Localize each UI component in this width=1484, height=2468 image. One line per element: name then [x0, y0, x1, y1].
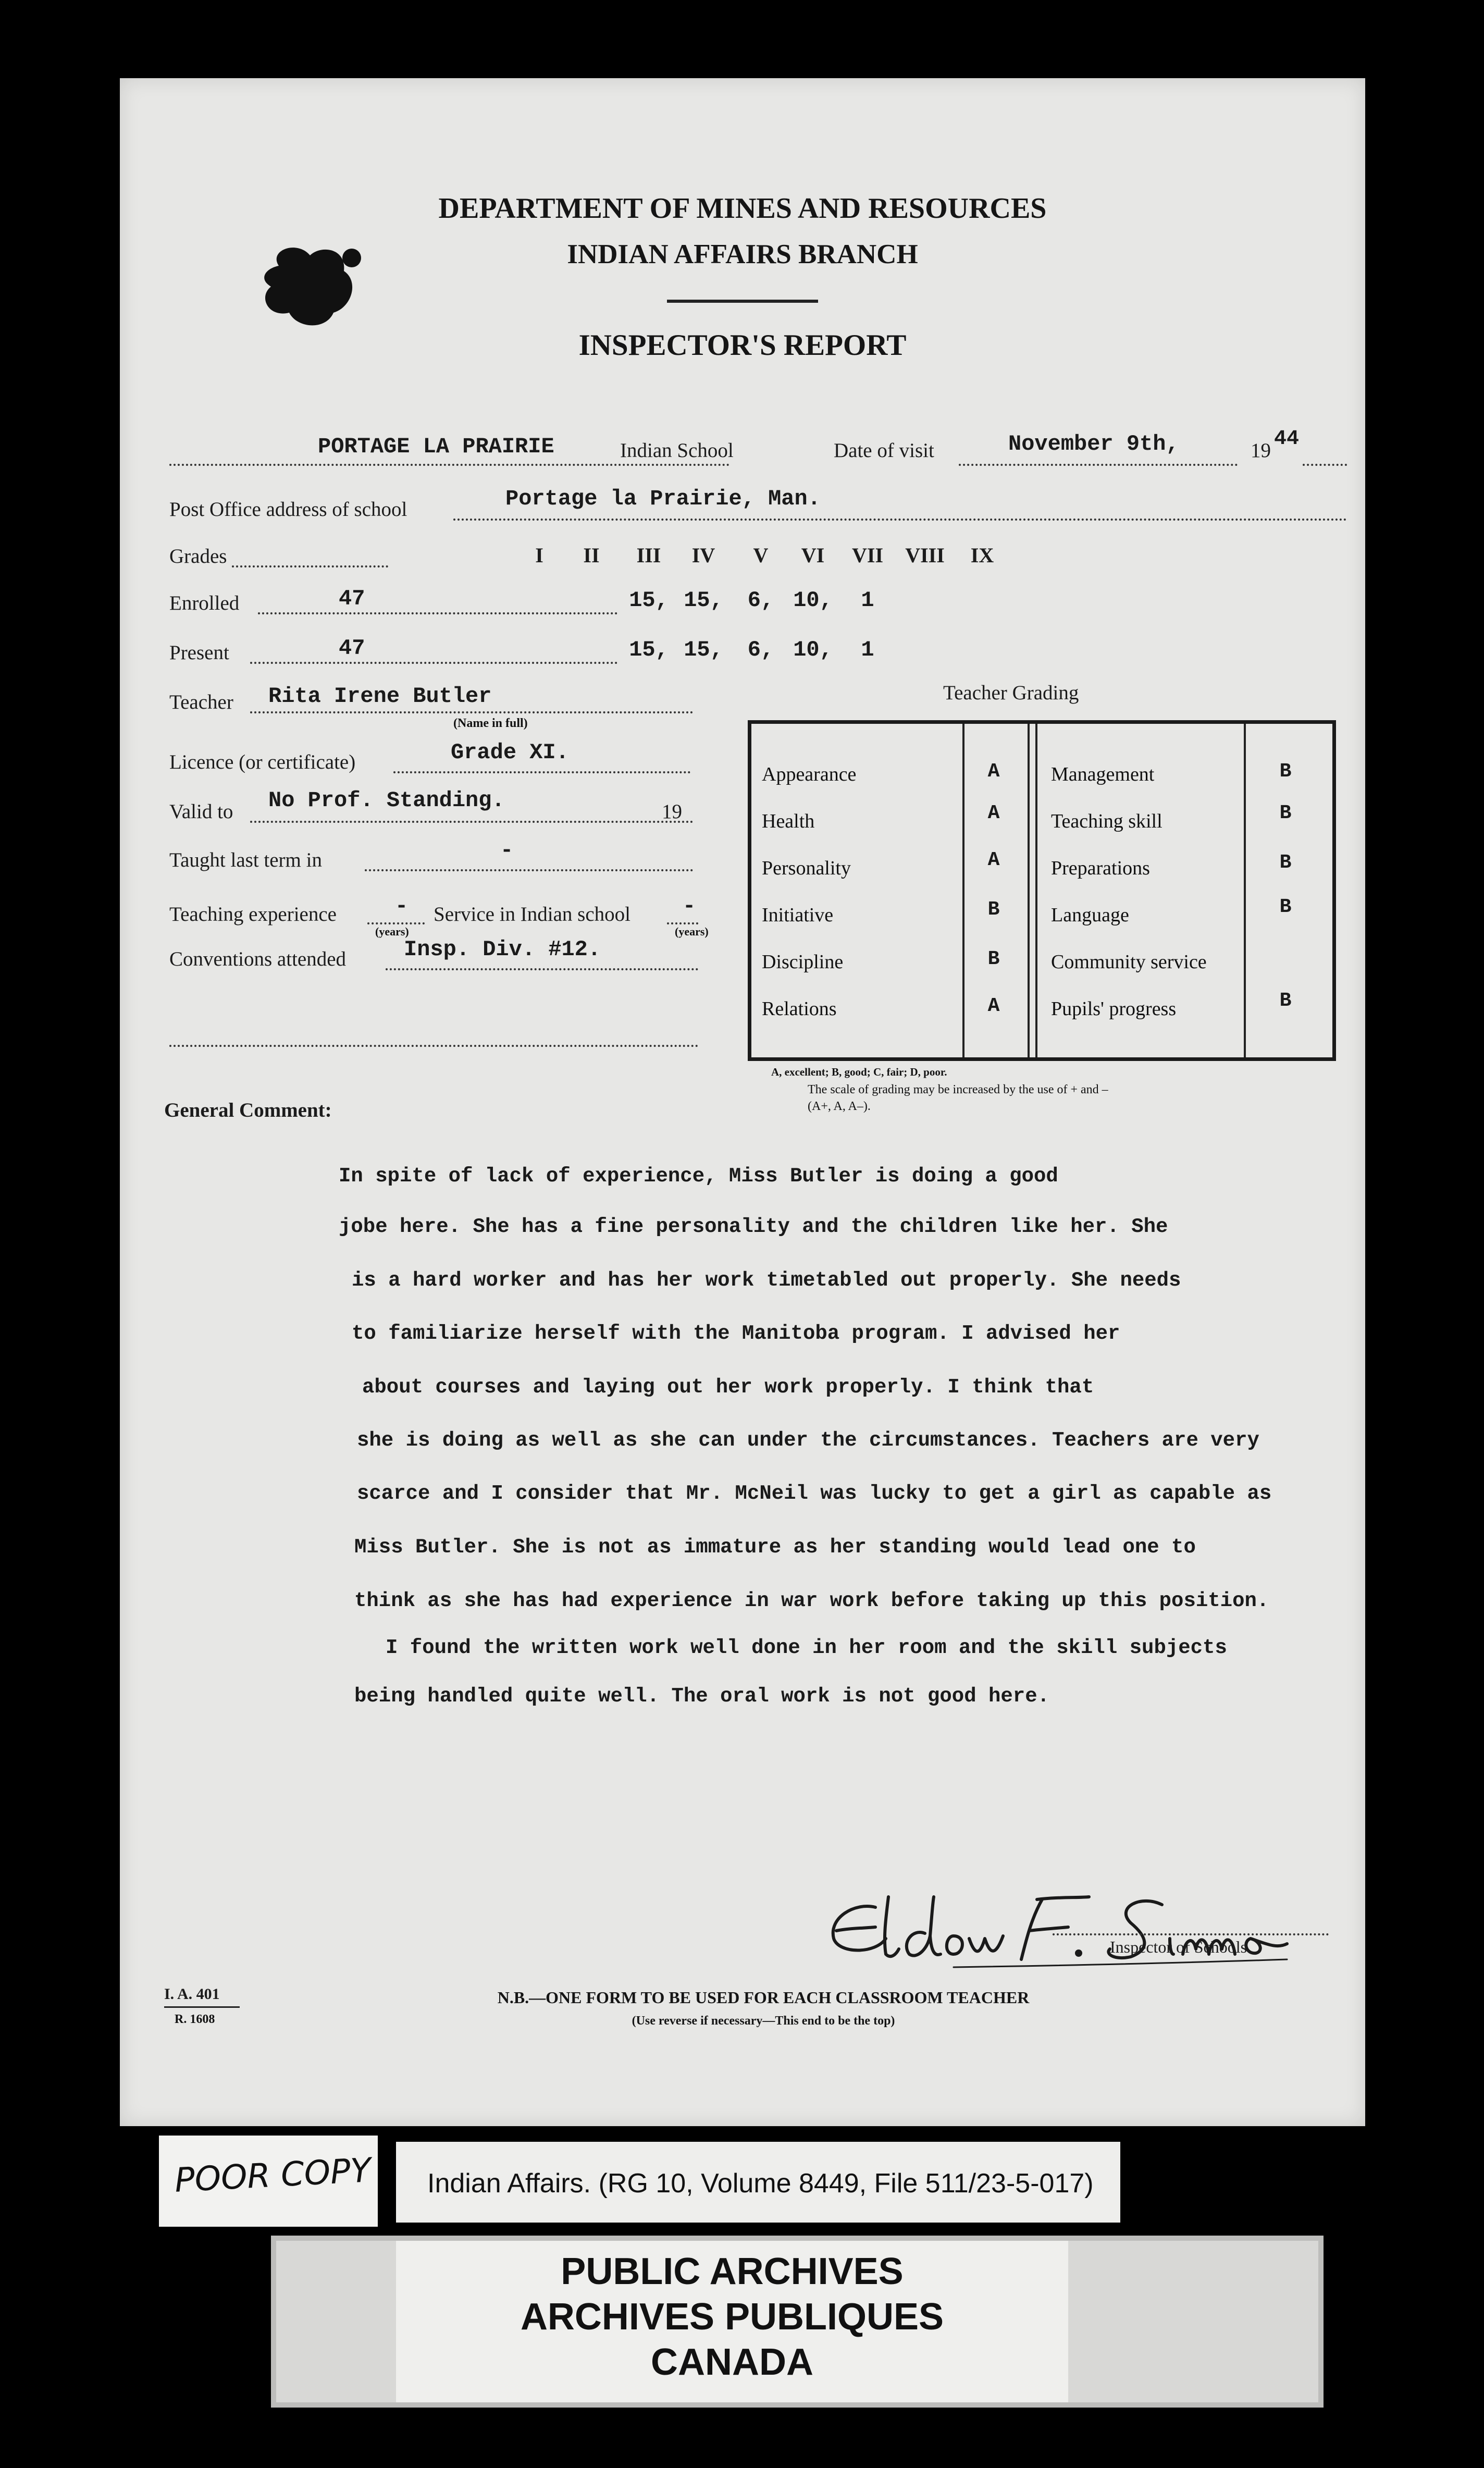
- valid-to-year: 19: [662, 800, 682, 823]
- grade-col-divider-2: [1028, 724, 1030, 1057]
- post-office-value: Portage la Prairie, Man.: [505, 486, 821, 511]
- grade-header-8: VIII: [905, 544, 945, 567]
- present-line: [250, 662, 617, 664]
- experience-years-note: (years): [375, 925, 409, 938]
- comment-line-8: Miss Butler. She is not as immature as her standing would lead one to: [354, 1536, 1196, 1559]
- date-line: [959, 464, 1238, 466]
- grade-value-appearance: A: [987, 760, 1000, 783]
- comment-line-2: jobe here. She has a fine personality and the children like her. She: [339, 1215, 1168, 1238]
- valid-to-value: No Prof. Standing.: [268, 788, 505, 813]
- grade-value-language: B: [1279, 896, 1292, 918]
- licence-label: Licence (or certificate): [169, 751, 356, 773]
- poor-copy-label: [159, 2136, 378, 2227]
- grade-header-3: III: [636, 544, 661, 567]
- teacher-line: [250, 711, 693, 713]
- grade-header-7: VII: [851, 544, 884, 567]
- present-grade-4: 15,: [684, 637, 723, 662]
- teaching-experience-value: -: [395, 894, 409, 919]
- grade-header-4: IV: [691, 544, 715, 567]
- form-number: I. A. 401: [164, 1985, 220, 2003]
- footer-subnote: (Use reverse if necessary—This end to be the top): [632, 2014, 895, 2028]
- licence-line: [393, 771, 690, 773]
- enrolled-grade-7: 1: [861, 588, 874, 613]
- grade-header-1: I: [535, 544, 543, 567]
- present-grade-3: 15,: [629, 637, 669, 662]
- grade-label-language: Language: [1051, 904, 1129, 926]
- teacher-name-note: (Name in full): [453, 717, 528, 730]
- archive-reference: Indian Affairs. (RG 10, Volume 8449, File 511/23-5-017): [427, 2168, 1094, 2199]
- post-office-label: Post Office address of school: [169, 498, 407, 521]
- grade-label-pupils-progress: Pupils' progress: [1051, 998, 1177, 1020]
- grade-value-health: A: [987, 802, 1000, 824]
- teaching-experience-label: Teaching experience: [169, 903, 337, 926]
- inspector-signature: [797, 1876, 1292, 1980]
- grade-label-appearance: Appearance: [762, 763, 857, 785]
- present-label: Present: [169, 641, 229, 664]
- archives-line-2: ARCHIVES PUBLIQUES: [520, 2296, 944, 2338]
- footer-note: N.B.—ONE FORM TO BE USED FOR EACH CLASSROOM TEACHER: [497, 1988, 1030, 2007]
- department-heading: DEPARTMENT OF MINES AND RESOURCES: [438, 192, 1047, 225]
- service-line: [667, 922, 698, 924]
- comment-line-1: In spite of lack of experience, Miss Butler is doing a good: [339, 1165, 1058, 1188]
- enrolled-grade-3: 15,: [629, 588, 669, 613]
- grading-scale-values: (A+, A, A–).: [808, 1100, 871, 1113]
- teacher-label: Teacher: [169, 691, 233, 713]
- comment-line-5: about courses and laying out her work properly. I think that: [362, 1376, 1094, 1399]
- inspector-title: Inspector of Schools: [1110, 1938, 1247, 1956]
- grade-header-5: V: [753, 544, 769, 567]
- grade-value-pupils-progress: B: [1279, 990, 1292, 1012]
- grades-line: [232, 565, 388, 567]
- grade-label-preparations: Preparations: [1051, 857, 1150, 879]
- grading-scale-note: The scale of grading may be increased by the use of + and –: [808, 1083, 1108, 1096]
- taught-last-term-line: [365, 869, 693, 871]
- taught-last-term-label: Taught last term in: [169, 849, 322, 871]
- comment-line-10: I found the written work well done in her room and the skill subjects: [386, 1636, 1227, 1659]
- teacher-grading-table: [748, 720, 1336, 1061]
- visit-date: November 9th,: [1008, 431, 1179, 456]
- report-form: [120, 78, 1365, 2126]
- grading-legend: A, excellent; B, good; C, fair; D, poor.: [771, 1066, 947, 1078]
- year-line: [1303, 464, 1347, 466]
- grade-label-initiative: Initiative: [762, 904, 834, 926]
- school-name-line: [169, 464, 729, 466]
- conventions-label: Conventions attended: [169, 948, 347, 970]
- grade-label-health: Health: [762, 810, 815, 832]
- extra-blank-line: [169, 1045, 698, 1047]
- present-grade-6: 10,: [793, 637, 833, 662]
- enrolled-grade-5: 6,: [747, 588, 774, 613]
- comment-line-7: scarce and I consider that Mr. McNeil was lucky to get a girl as capable as: [357, 1482, 1272, 1505]
- grade-value-discipline: B: [987, 948, 1000, 970]
- experience-line: [367, 922, 425, 924]
- grade-value-relations: A: [987, 995, 1000, 1017]
- heading-rule: [667, 300, 818, 303]
- service-years-note: (years): [675, 925, 709, 938]
- grade-value-management: B: [1279, 760, 1292, 783]
- conventions-line: [386, 968, 698, 970]
- grade-header-2: II: [583, 544, 600, 567]
- school-suffix-label: Indian School: [620, 439, 734, 462]
- archive-reference-strip: [396, 2142, 1120, 2223]
- grade-value-preparations: B: [1279, 852, 1292, 874]
- post-office-line: [453, 519, 1347, 521]
- enrolled-grade-4: 15,: [684, 588, 723, 613]
- enrolled-total: 47: [339, 586, 365, 611]
- comment-line-4: to familiarize herself with the Manitoba program. I advised her: [352, 1322, 1120, 1345]
- branch-heading: INDIAN AFFAIRS BRANCH: [567, 239, 918, 269]
- public-archives-stamp: [271, 2236, 1324, 2408]
- grade-value-teaching-skill: B: [1279, 802, 1292, 824]
- general-comment-label: General Comment:: [164, 1099, 332, 1121]
- present-total: 47: [339, 636, 365, 661]
- grade-col-divider-4: [1244, 724, 1246, 1057]
- grade-label-relations: Relations: [762, 998, 837, 1020]
- service-label: Service in Indian school: [434, 903, 630, 926]
- grade-label-management: Management: [1051, 763, 1155, 785]
- conventions-value: Insp. Div. #12.: [404, 937, 601, 962]
- grade-label-community-service: Community service: [1051, 951, 1207, 973]
- form-code: R. 1608: [175, 2013, 215, 2026]
- licence-value: Grade XI.: [451, 740, 569, 765]
- grade-value-personality: A: [987, 849, 1000, 871]
- enrolled-line: [258, 612, 617, 614]
- teacher-name: Rita Irene Butler: [268, 684, 492, 709]
- visit-year: 44: [1274, 427, 1300, 451]
- grade-label-teaching-skill: Teaching skill: [1051, 810, 1163, 832]
- enrolled-label: Enrolled: [169, 592, 240, 614]
- service-value: -: [683, 894, 696, 919]
- archives-line-3: CANADA: [651, 2341, 813, 2383]
- grade-header-9: IX: [970, 544, 994, 567]
- signature-line: [1053, 1933, 1329, 1935]
- grade-value-initiative: B: [987, 898, 1000, 921]
- present-grade-5: 6,: [747, 637, 774, 662]
- present-grade-7: 1: [861, 637, 874, 662]
- grade-label-discipline: Discipline: [762, 951, 844, 973]
- poor-copy-text: POOR COPY: [174, 2151, 372, 2200]
- valid-to-label: Valid to: [169, 800, 233, 823]
- school-name: PORTAGE LA PRAIRIE: [318, 434, 554, 459]
- enrolled-grade-6: 10,: [793, 588, 833, 613]
- grade-header-6: VI: [801, 544, 825, 567]
- date-label: Date of visit: [834, 439, 934, 462]
- archives-line-1: PUBLIC ARCHIVES: [561, 2251, 904, 2292]
- grade-label-personality: Personality: [762, 857, 851, 879]
- comment-line-9: think as she has had experience in war work before taking up this position.: [354, 1589, 1269, 1612]
- comment-line-6: she is doing as well as she can under the circumstances. Teachers are very: [357, 1429, 1259, 1452]
- comment-line-11: being handled quite well. The oral work is not good here.: [354, 1685, 1050, 1708]
- public-archives-card: [396, 2241, 1068, 2402]
- year-prefix: 19: [1251, 439, 1271, 462]
- comment-line-3: is a hard worker and has her work timetabled out properly. She needs: [352, 1269, 1181, 1292]
- grades-label: Grades: [169, 545, 227, 567]
- teacher-grading-title: Teacher Grading: [943, 682, 1079, 704]
- valid-to-line: [250, 821, 693, 823]
- grade-col-divider-3: [1035, 724, 1037, 1057]
- grade-col-divider-1: [962, 724, 964, 1057]
- report-title: INSPECTOR'S REPORT: [578, 329, 907, 362]
- taught-last-term-value: -: [500, 838, 514, 863]
